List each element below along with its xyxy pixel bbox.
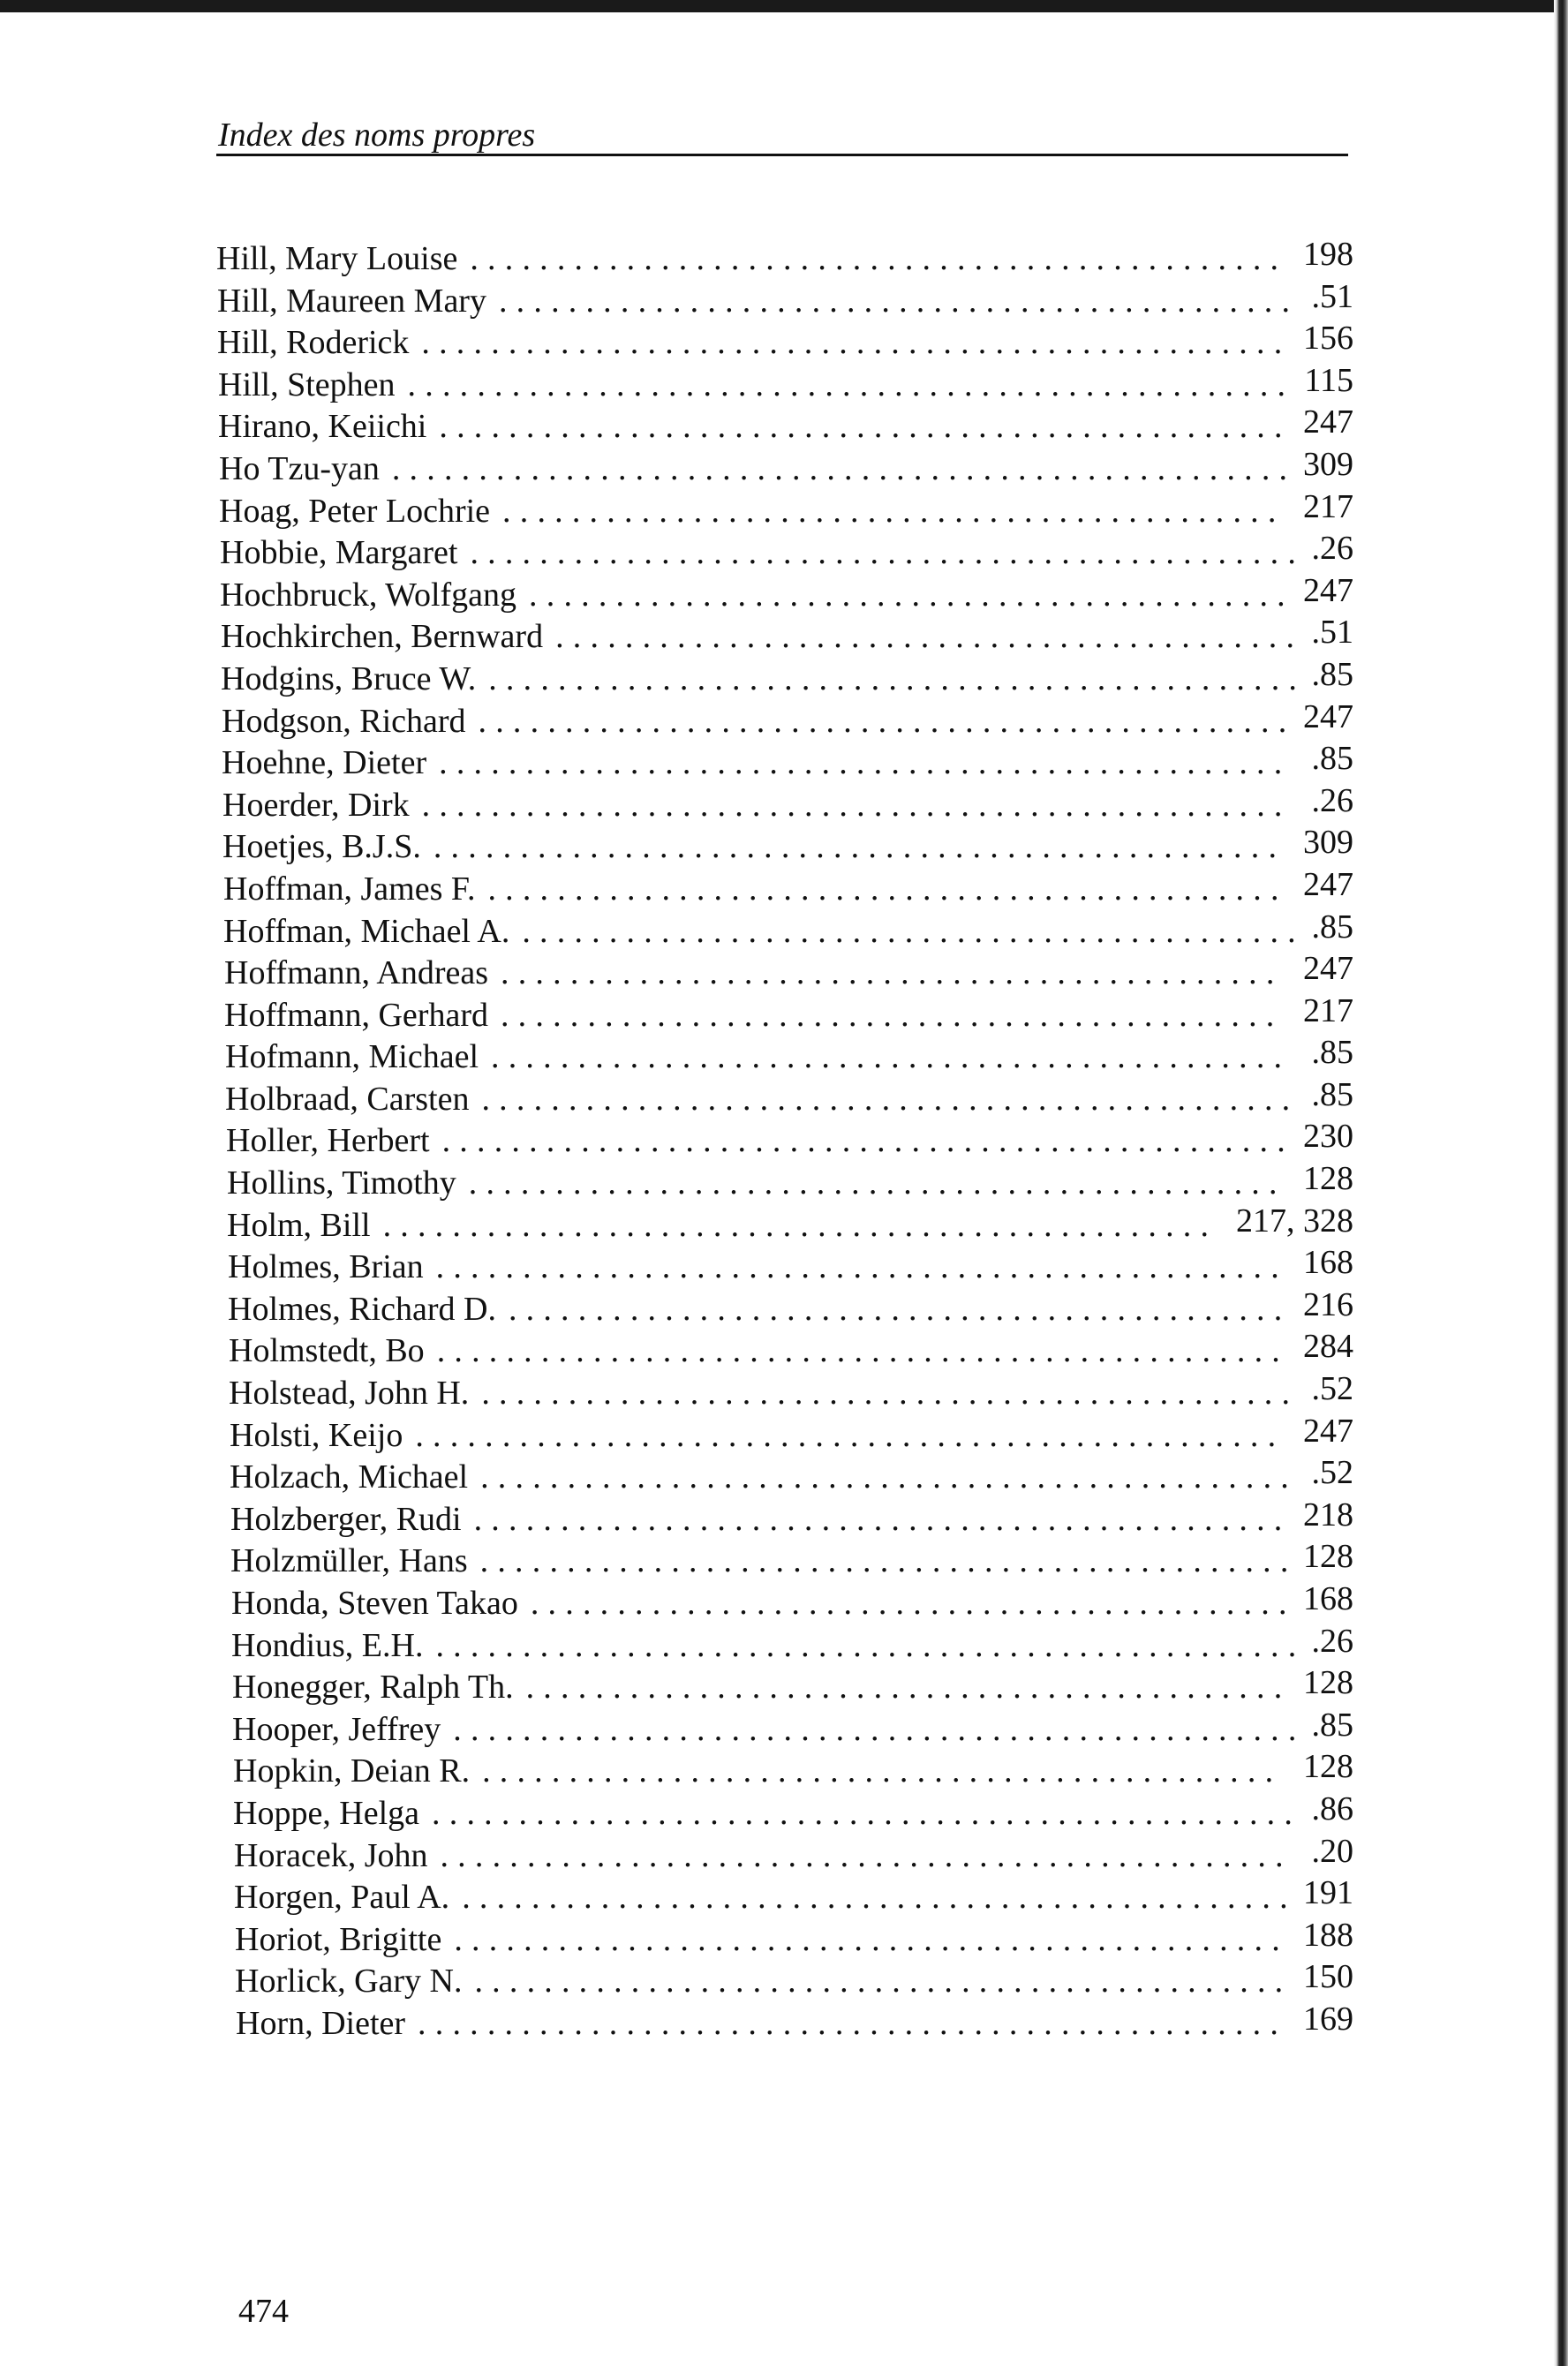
- dot-leader: .............................................: [501, 954, 1284, 992]
- entry-name: Hoffman, James F.: [223, 870, 476, 908]
- entry-name: Holzberger, Rudi: [230, 1500, 462, 1538]
- index-entry: [236, 2000, 1364, 2046]
- entry-name: Holmes, Richard D.: [228, 1290, 496, 1328]
- entry-page-ref: 150: [1303, 1958, 1353, 1996]
- entry-page-ref: 217: [1303, 991, 1353, 1029]
- index-entry: [223, 908, 1364, 953]
- entry-page-ref: 284: [1303, 1328, 1353, 1366]
- index-entry: [234, 1832, 1364, 1878]
- index-entry: [221, 616, 1364, 659]
- entry-name: Holzach, Michael: [230, 1458, 469, 1496]
- entry-name: Hobbie, Margaret: [220, 534, 458, 572]
- index-entry: [232, 1664, 1364, 1709]
- entry-name: Honda, Steven Takao: [231, 1585, 518, 1622]
- index-entry: [222, 781, 1364, 827]
- dot-leader: ................................................: [462, 1879, 1297, 1917]
- running-head: [216, 113, 1348, 156]
- index-entry: [218, 361, 1364, 407]
- entry-page-ref: 247: [1303, 403, 1353, 441]
- entry-page-ref: 217: [1303, 487, 1353, 525]
- entry-page-ref: .85: [1311, 1075, 1353, 1113]
- entry-name: Hill, Maureen Mary: [217, 282, 486, 320]
- entry-page-ref: .26: [1311, 781, 1353, 819]
- entry-name: Holmstedt, Bo: [229, 1332, 425, 1370]
- dot-leader: ..................................................: [421, 786, 1292, 824]
- dot-leader: .................................................: [436, 1332, 1289, 1370]
- index-entry: [229, 1370, 1364, 1415]
- entry-page-ref: .20: [1311, 1832, 1353, 1870]
- entry-name: Holmes, Brian: [228, 1248, 424, 1286]
- entry-page-ref: 128: [1303, 1664, 1353, 1702]
- entry-name: Holbraad, Carsten: [225, 1080, 470, 1118]
- dot-leader: ............................................: [529, 576, 1294, 614]
- page-number: 474: [238, 2293, 289, 2330]
- dot-leader: ...............................................: [479, 1542, 1298, 1580]
- scan-top-border: [0, 0, 1568, 12]
- index-entry: [235, 1916, 1364, 1962]
- entry-page-ref: 156: [1303, 320, 1353, 358]
- index-entry: [218, 403, 1364, 448]
- entry-name: Hondius, E.H.: [231, 1626, 424, 1664]
- index-entry: [227, 1202, 1364, 1247]
- dot-leader: ...................................................: [407, 365, 1295, 403]
- entry-name: Horlick, Gary N.: [235, 1963, 463, 2001]
- entry-name: Horacek, John: [234, 1836, 428, 1874]
- entry-page-ref: .85: [1311, 908, 1353, 946]
- entry-page-ref: .52: [1311, 1370, 1353, 1408]
- entry-page-ref: 168: [1303, 1580, 1353, 1617]
- index-entry: [233, 1790, 1364, 1835]
- dot-leader: ..................................................: [435, 1626, 1306, 1664]
- scan-binding-edge: [1554, 0, 1568, 2366]
- index-entry: [228, 1285, 1364, 1331]
- index-entry: [222, 826, 1364, 869]
- entry-page-ref: 230: [1303, 1118, 1353, 1156]
- index-entry: [230, 1538, 1364, 1583]
- entry-page-ref: .85: [1311, 740, 1353, 778]
- entry-page-ref: 247: [1303, 950, 1353, 988]
- entry-page-ref: .51: [1311, 614, 1353, 652]
- entry-name: Hooper, Jeffrey: [232, 1710, 441, 1748]
- entry-name: Horgen, Paul A.: [234, 1879, 450, 1917]
- index-entry: [219, 445, 1364, 491]
- entry-page-ref: .52: [1311, 1454, 1353, 1492]
- entry-page-ref: 128: [1303, 1748, 1353, 1786]
- index-entry: [224, 991, 1364, 1037]
- dot-leader: ...............................................: [478, 702, 1296, 740]
- dot-leader: ...............................................: [488, 659, 1307, 697]
- index-entry: [226, 1120, 1364, 1163]
- index-entry: [230, 1496, 1364, 1541]
- entry-page-ref: 218: [1303, 1496, 1353, 1533]
- entry-name: Hoffmann, Gerhard: [224, 996, 488, 1034]
- index-entry: [216, 238, 1364, 281]
- index-entry: [225, 1075, 1364, 1121]
- index-entry: [227, 1160, 1364, 1205]
- dot-leader: ...............................................: [474, 1963, 1293, 2001]
- entry-page-ref: 168: [1303, 1244, 1353, 1282]
- dot-leader: ...............................................: [481, 1080, 1300, 1118]
- index-entry: [217, 277, 1364, 323]
- dot-leader: ...........................................: [555, 618, 1304, 656]
- entry-page-ref: 247: [1303, 697, 1353, 735]
- entry-name: Hochbruck, Wolfgang: [220, 576, 517, 614]
- dot-leader: ..................................................: [421, 324, 1292, 362]
- dot-leader: .............................................: [522, 912, 1305, 950]
- entry-name: Horiot, Brigitte: [235, 1920, 442, 1958]
- dot-leader: ............................................: [530, 1585, 1296, 1622]
- dot-leader: .............................................: [502, 492, 1285, 530]
- index-entry: [228, 1244, 1364, 1289]
- index-entry: [224, 950, 1364, 995]
- entry-page-ref: 169: [1303, 2000, 1353, 2038]
- entry-name: Hofmann, Michael: [225, 1038, 479, 1076]
- entry-name: Hoerder, Dirk: [222, 786, 410, 824]
- index-entry: [230, 1412, 1364, 1458]
- entry-name: Holzmüller, Hans: [230, 1542, 468, 1580]
- index-entry: [217, 322, 1364, 365]
- dot-leader: ................................................: [470, 534, 1306, 572]
- entry-name: Hill, Stephen: [218, 365, 396, 403]
- index-entry: [231, 1622, 1364, 1668]
- dot-leader: ..................................................: [418, 2004, 1288, 2042]
- index-entry: [222, 697, 1364, 743]
- dot-leader: ..............................................: [482, 1752, 1283, 1790]
- index-entry: [221, 655, 1364, 701]
- entry-page-ref: 309: [1303, 824, 1353, 862]
- dot-leader: ................................................: [382, 1206, 1218, 1244]
- index-entry: [233, 1748, 1364, 1793]
- index-entry: [220, 532, 1364, 575]
- running-head-title: Index des noms propres: [218, 117, 536, 154]
- entry-name: Honegger, Ralph Th.: [232, 1669, 514, 1707]
- dot-leader: ..................................................: [415, 1416, 1285, 1454]
- entry-page-ref: .51: [1311, 277, 1353, 315]
- dot-leader: .................................................: [439, 744, 1292, 782]
- entry-page-ref: .86: [1311, 1790, 1353, 1827]
- dot-leader: ..................................................: [432, 1794, 1302, 1832]
- entry-page-ref: 309: [1303, 445, 1353, 483]
- entry-name: Hollins, Timothy: [227, 1164, 456, 1202]
- dot-leader: ...............................................: [470, 240, 1288, 277]
- index-entry: [222, 742, 1364, 785]
- index-entry: [230, 1454, 1364, 1499]
- entry-name: Holstead, John H.: [229, 1375, 470, 1413]
- dot-leader: ...............................................: [473, 1500, 1292, 1538]
- entry-name: Hodgson, Richard: [222, 702, 466, 740]
- entry-page-ref: 128: [1303, 1160, 1353, 1198]
- index-entry: [235, 1958, 1364, 2003]
- entry-name: Hoffman, Michael A.: [223, 912, 510, 950]
- entry-page-ref: .85: [1311, 1706, 1353, 1744]
- index-entry: [220, 571, 1364, 617]
- entry-name: Hoppe, Helga: [233, 1794, 420, 1832]
- entry-page-ref: 216: [1303, 1285, 1353, 1323]
- dot-leader: ..............................................: [498, 282, 1300, 320]
- entry-name: Holm, Bill: [227, 1206, 371, 1244]
- dot-leader: ................................................: [454, 1920, 1289, 1958]
- entry-name: Hochkirchen, Bernward: [221, 618, 544, 656]
- entry-name: Hill, Roderick: [217, 324, 410, 362]
- entry-name: Ho Tzu-yan: [219, 449, 380, 487]
- index-entry: [225, 1036, 1364, 1079]
- index-entry: [223, 865, 1364, 911]
- index-entry: [232, 1706, 1364, 1752]
- dot-leader: ...............................................: [468, 1164, 1286, 1202]
- entry-page-ref: 128: [1303, 1538, 1353, 1576]
- dot-leader: .............................................: [508, 1290, 1292, 1328]
- dot-leader: .............................................: [500, 996, 1284, 1034]
- entry-page-ref: 247: [1303, 865, 1353, 903]
- dot-leader: .................................................: [433, 828, 1286, 866]
- entry-name: Hirano, Keiichi: [218, 408, 427, 446]
- entry-page-ref: 247: [1303, 1412, 1353, 1450]
- dot-leader: .................................................: [435, 1248, 1288, 1286]
- entry-page-ref: .26: [1311, 1622, 1353, 1660]
- dot-leader: .................................................: [439, 408, 1292, 446]
- entry-name: Hodgins, Bruce W.: [221, 659, 477, 697]
- entry-page-ref: .26: [1311, 530, 1353, 568]
- entry-name: Hill, Mary Louise: [216, 240, 458, 277]
- entry-page-ref: .85: [1311, 1034, 1353, 1072]
- entry-name: Hoetjes, B.J.S.: [222, 828, 421, 866]
- dot-leader: ..............................................: [491, 1038, 1292, 1076]
- dot-leader: ..............................................: [487, 870, 1288, 908]
- entry-name: Hopkin, Deian R.: [233, 1752, 471, 1790]
- dot-leader: ...............................................: [480, 1458, 1299, 1496]
- dot-leader: .................................................: [453, 1710, 1306, 1748]
- dot-leader: .................................................: [440, 1836, 1293, 1874]
- index-list: [216, 238, 1364, 2046]
- entry-name: Holler, Herbert: [226, 1122, 430, 1160]
- entry-name: Horn, Dieter: [236, 2004, 406, 2042]
- index-entry: [231, 1580, 1364, 1625]
- entry-name: Hoehne, Dieter: [222, 744, 427, 782]
- entry-page-ref: 188: [1303, 1916, 1353, 1954]
- entry-page-ref: 191: [1303, 1874, 1353, 1912]
- entry-page-ref: 115: [1304, 361, 1353, 399]
- entry-page-ref: .85: [1311, 655, 1353, 693]
- entry-page-ref: 217, 328: [1236, 1202, 1353, 1240]
- dot-leader: .................................................: [441, 1122, 1294, 1160]
- entry-page-ref: 247: [1303, 571, 1353, 609]
- entry-name: Hoag, Peter Lochrie: [219, 492, 491, 530]
- dot-leader: ............................................: [525, 1669, 1292, 1707]
- entry-name: Holsti, Keijo: [230, 1416, 403, 1454]
- entry-page-ref: 198: [1303, 236, 1353, 273]
- dot-leader: ....................................................: [391, 449, 1297, 487]
- index-entry: [229, 1330, 1364, 1373]
- index-entry: [219, 487, 1364, 533]
- dot-leader: ...............................................: [481, 1375, 1300, 1413]
- index-entry: [234, 1874, 1364, 1919]
- entry-name: Hoffmann, Andreas: [224, 954, 489, 992]
